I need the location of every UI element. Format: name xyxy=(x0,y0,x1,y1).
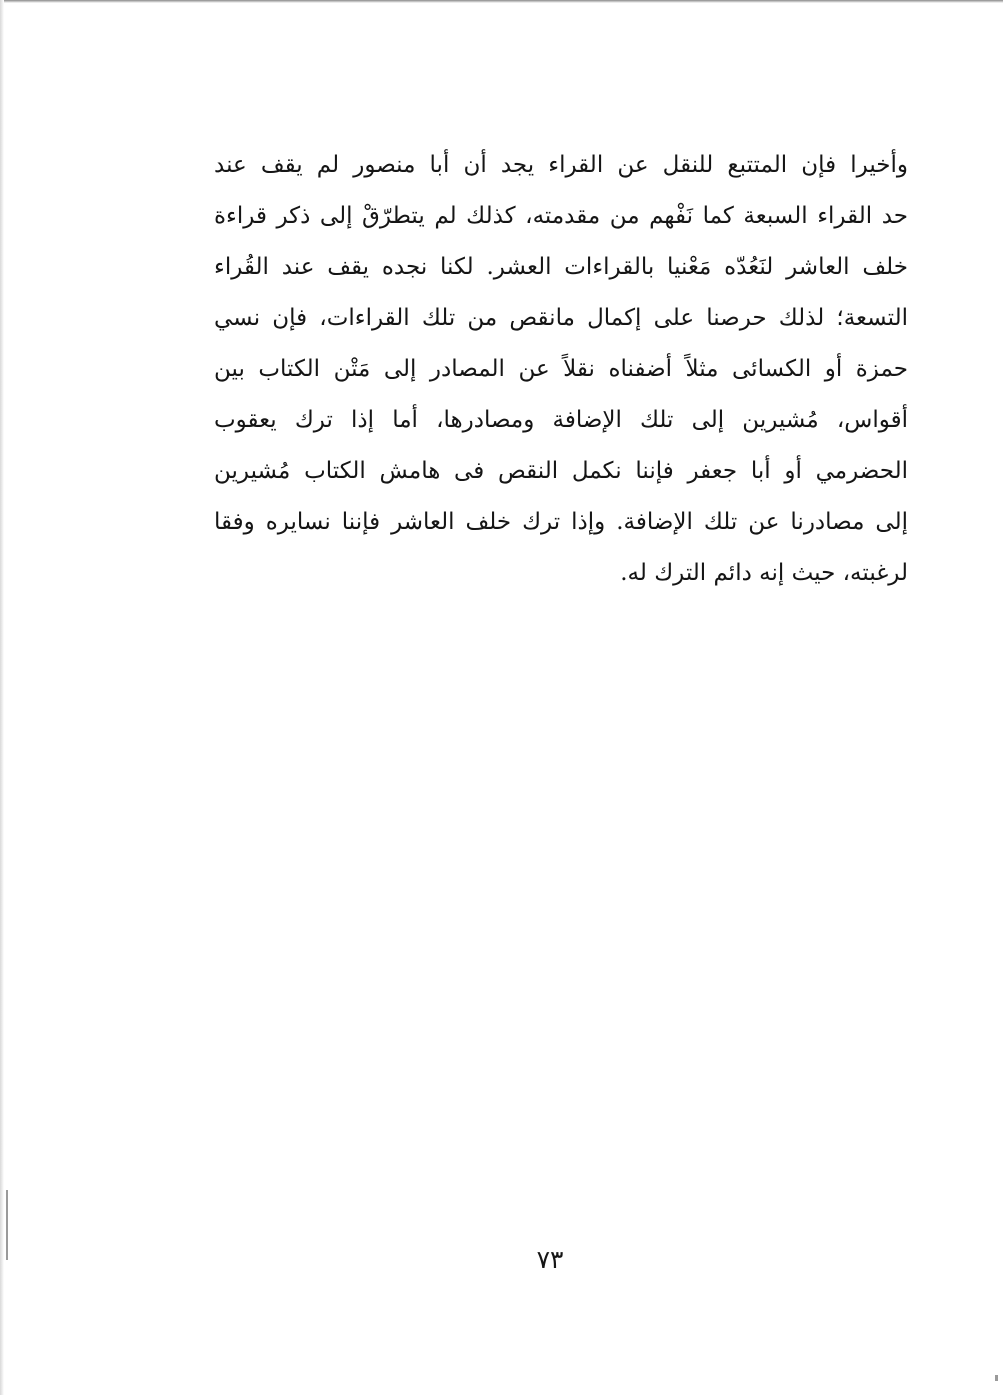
scan-left-edge xyxy=(0,0,4,1395)
paragraph-line-4: التسعة؛ لذلك حرصنا على إكمال مانقص من تلك القراءات، فإن نسي xyxy=(214,305,908,331)
paragraph-line-6: أقواس، مُشيرين إلى تلك الإضافة ومصادرها، أما إذا ترك يعقوب xyxy=(214,407,908,433)
paragraph-line-3: خلف العاشر لنَعُدّه مَعْنيا بالقراءات العشر. لكنا نجده يقف عند القُراء xyxy=(214,254,908,280)
paragraph-line-7: الحضرمي أو أبا جعفر فإننا نكمل النقص فى هامش الكتاب مُشيرين xyxy=(214,458,908,484)
scan-top-edge xyxy=(0,0,1003,3)
paragraph-line-9: لرغبته، حيث إنه دائم الترك له. xyxy=(620,560,908,586)
body-paragraph xyxy=(214,140,908,599)
scan-mark-right xyxy=(995,1375,998,1381)
paragraph-line-8: إلى مصادرنا عن تلك الإضافة. وإذا ترك خلف العاشر فإننا نسايره وفقا xyxy=(214,509,908,535)
paragraph-line-2: حد القراء السبعة كما نَفْهم من مقدمته، كذلك لم يتطرّقْ إلى ذكر قراءة xyxy=(214,203,908,229)
page-number: ٧٣ xyxy=(536,1245,564,1274)
paragraph-line-1: وأخيرا فإن المتتبع للنقل عن القراء يجد أن أبا منصور لم يقف عند xyxy=(214,152,908,178)
scan-mark-left xyxy=(6,1190,8,1260)
paragraph-line-5: حمزة أو الكسائى مثلاً أضفناه نقلاً عن المصادر إلى مَتْن الكتاب بين xyxy=(214,356,908,382)
